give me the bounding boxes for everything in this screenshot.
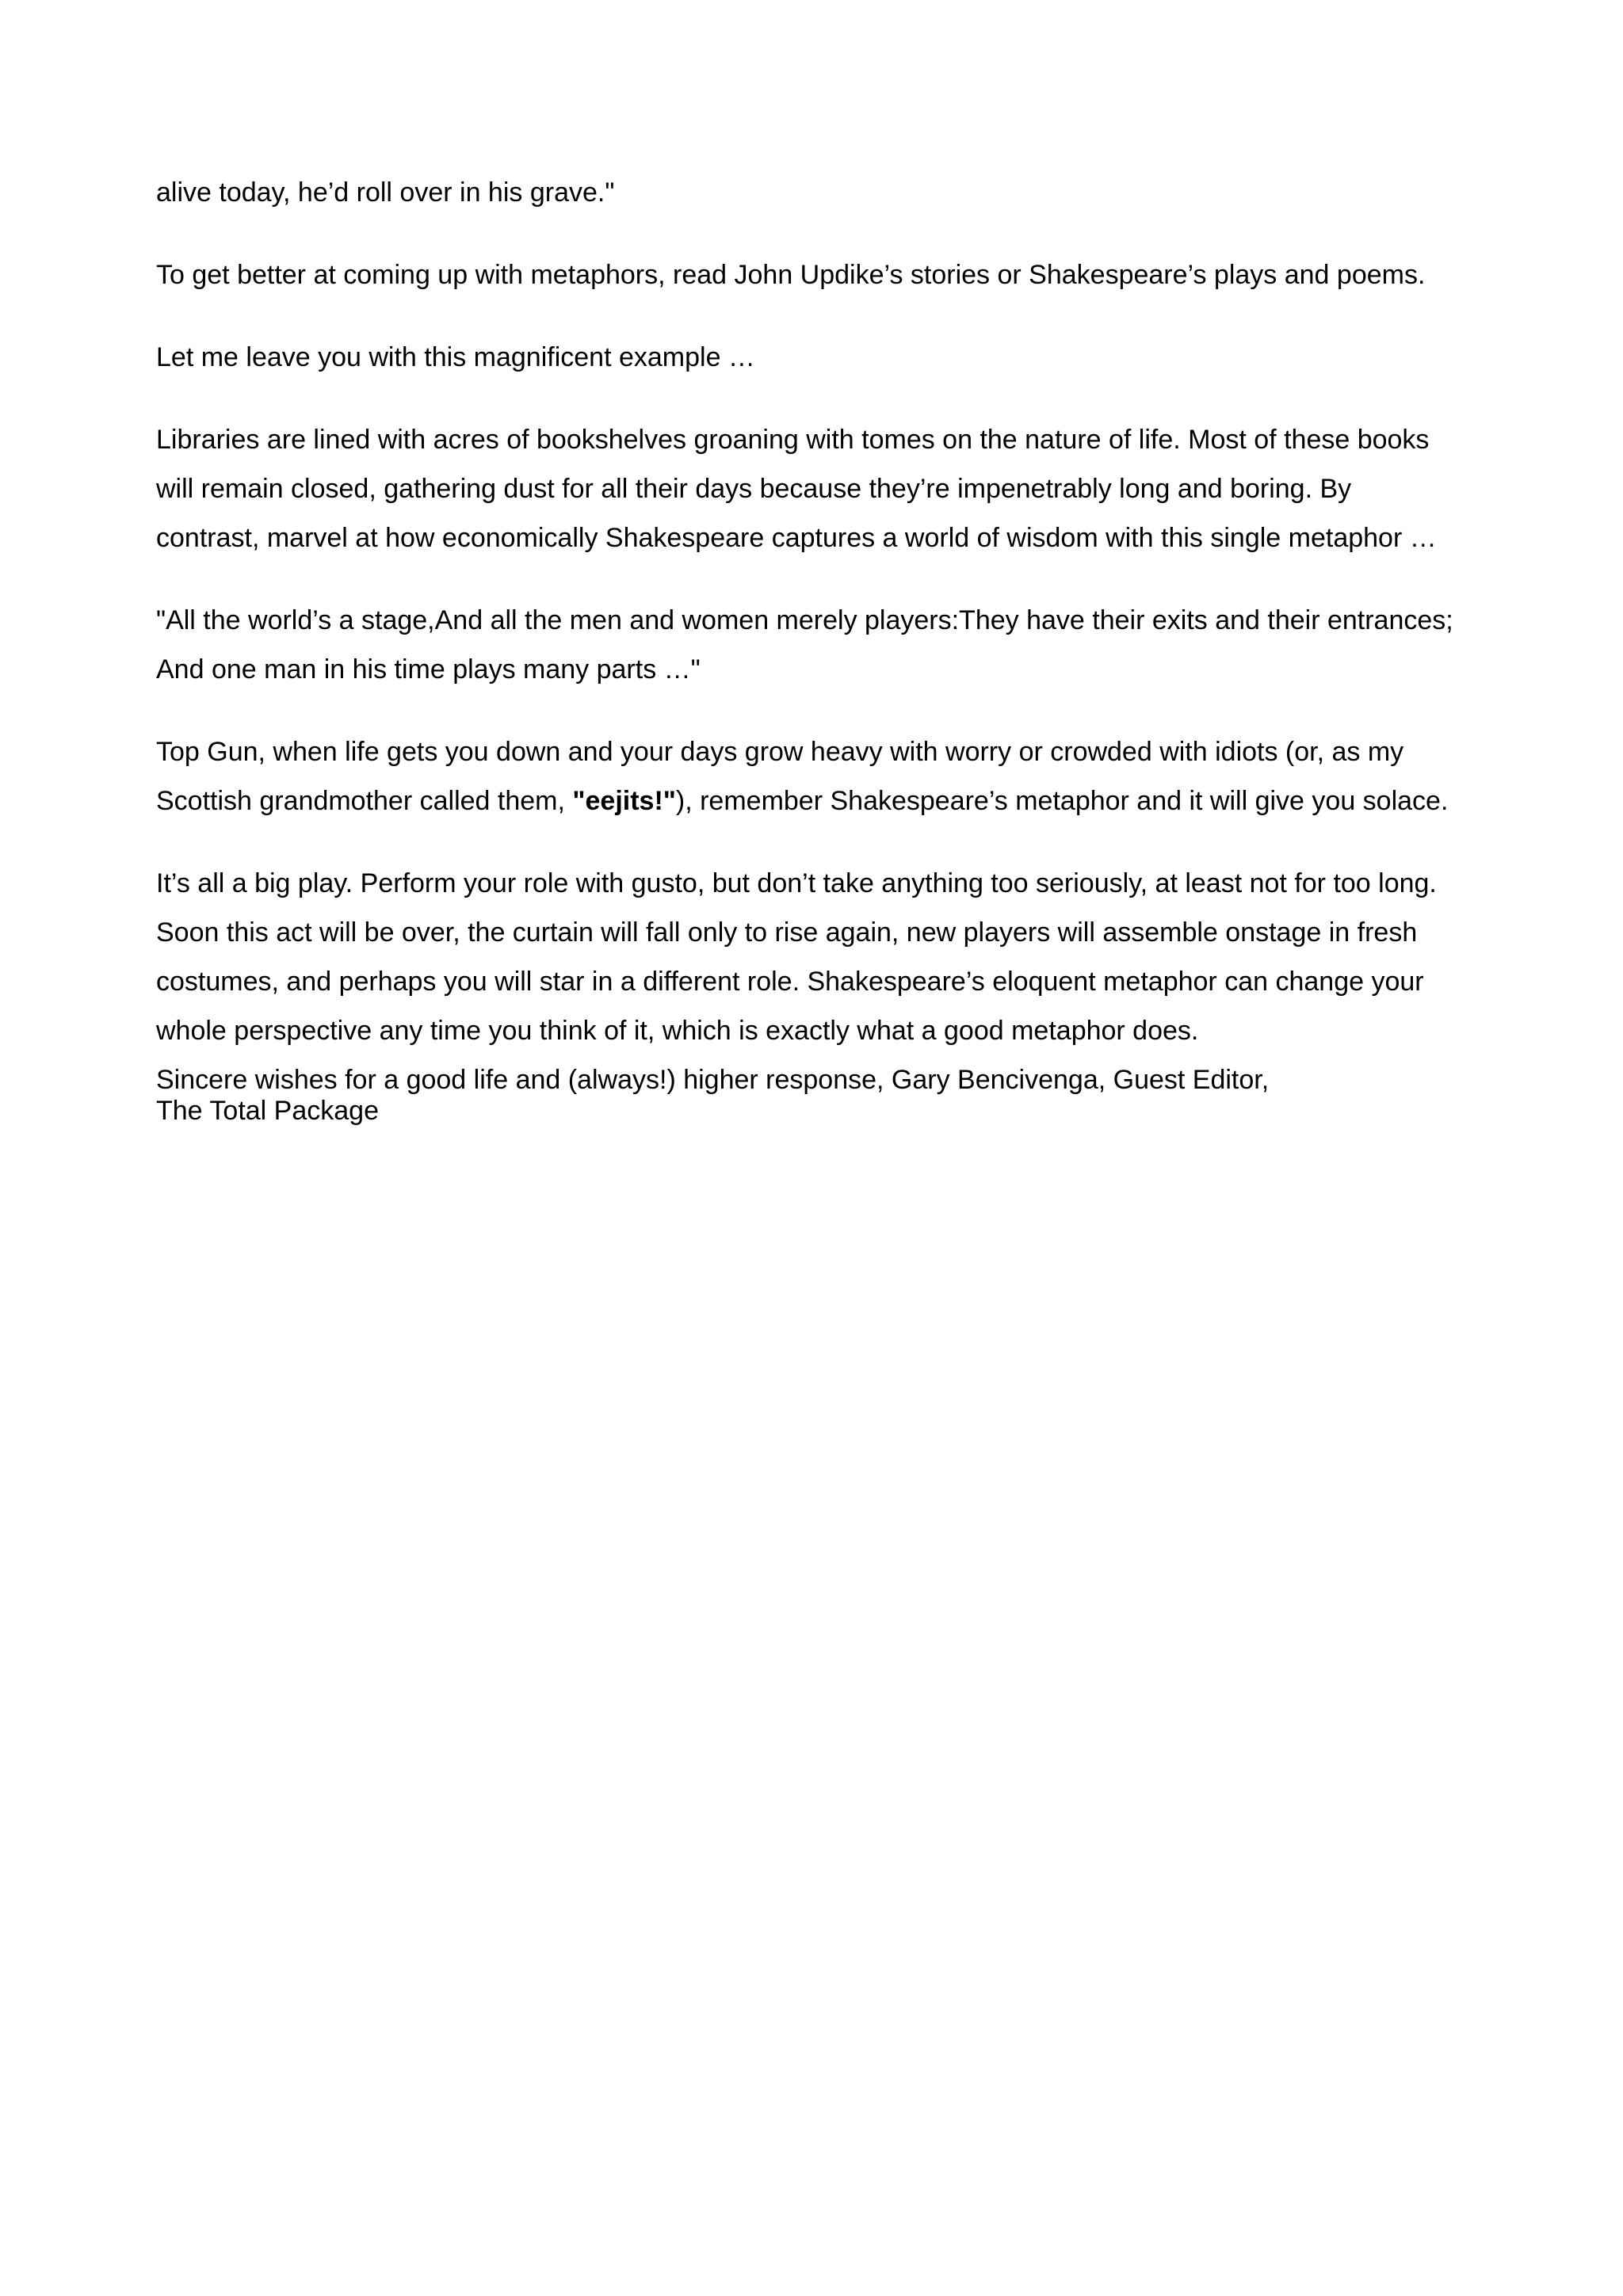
paragraph-line: To get better at coming up with metaphors, read John Updike’s stories or Shakespeare’s plays and poems.: [156, 260, 1426, 290]
paragraph-metaphor-advice: [156, 250, 1495, 299]
signature-line: The Total Package: [156, 1096, 379, 1127]
paragraph-line: Let me leave you with this magnificent example …: [156, 342, 755, 372]
paragraph-libraries: [156, 415, 1495, 563]
paragraph-line: It’s all a big play. Perform your role with gusto, but don’t take anything too seriously, at least not for too long.: [156, 868, 1437, 898]
closing-signature: [156, 1065, 1495, 1127]
paragraph-line: whole perspective any time you think of it, which is exactly what a good metaphor does.: [156, 1016, 1199, 1046]
paragraph-line: alive today, he’d roll over in his grave.": [156, 177, 615, 208]
paragraph-line: costumes, and perhaps you will star in a different role. Shakespeare’s eloquent metaphor can change your: [156, 967, 1424, 997]
paragraph-line: Libraries are lined with acres of bookshelves groaning with tomes on the nature of life. Most of these books: [156, 425, 1430, 455]
paragraph-line: And one man in his time plays many parts …": [156, 654, 701, 685]
paragraph-line: will remain closed, gathering dust for all their days because they’re impenetrably long and boring. By: [156, 474, 1352, 504]
bold-eejits: "eejits!": [572, 786, 676, 816]
paragraph-line: [156, 776, 1495, 826]
paragraph-line: "All the world’s a stage,And all the men and women merely players:They have their exits and their entrances;: [156, 605, 1453, 635]
document-page: [156, 168, 1495, 1127]
paragraph-line: contrast, marvel at how economically Shakespeare captures a world of wisdom with this single metaphor …: [156, 523, 1437, 553]
signature-line: Sincere wishes for a good life and (always!) higher response, Gary Bencivenga, Guest Editor,: [156, 1065, 1270, 1095]
paragraph-big-play: [156, 859, 1495, 1055]
paragraph-grave: [156, 168, 1495, 217]
paragraph-top-gun: [156, 727, 1495, 826]
paragraph-line: Soon this act will be over, the curtain will fall only to rise again, new players will assemble onstage in fresh: [156, 917, 1418, 948]
paragraph-line: Top Gun, when life gets you down and your days grow heavy with worry or crowded with idiots (or, as my: [156, 737, 1404, 767]
paragraph-example-intro: [156, 333, 1495, 382]
text-segment: Scottish grandmother called them,: [156, 786, 573, 816]
paragraph-shakespeare-quote: [156, 596, 1495, 694]
text-segment: ), remember Shakespeare’s metaphor and it will give you solace.: [675, 786, 1449, 816]
